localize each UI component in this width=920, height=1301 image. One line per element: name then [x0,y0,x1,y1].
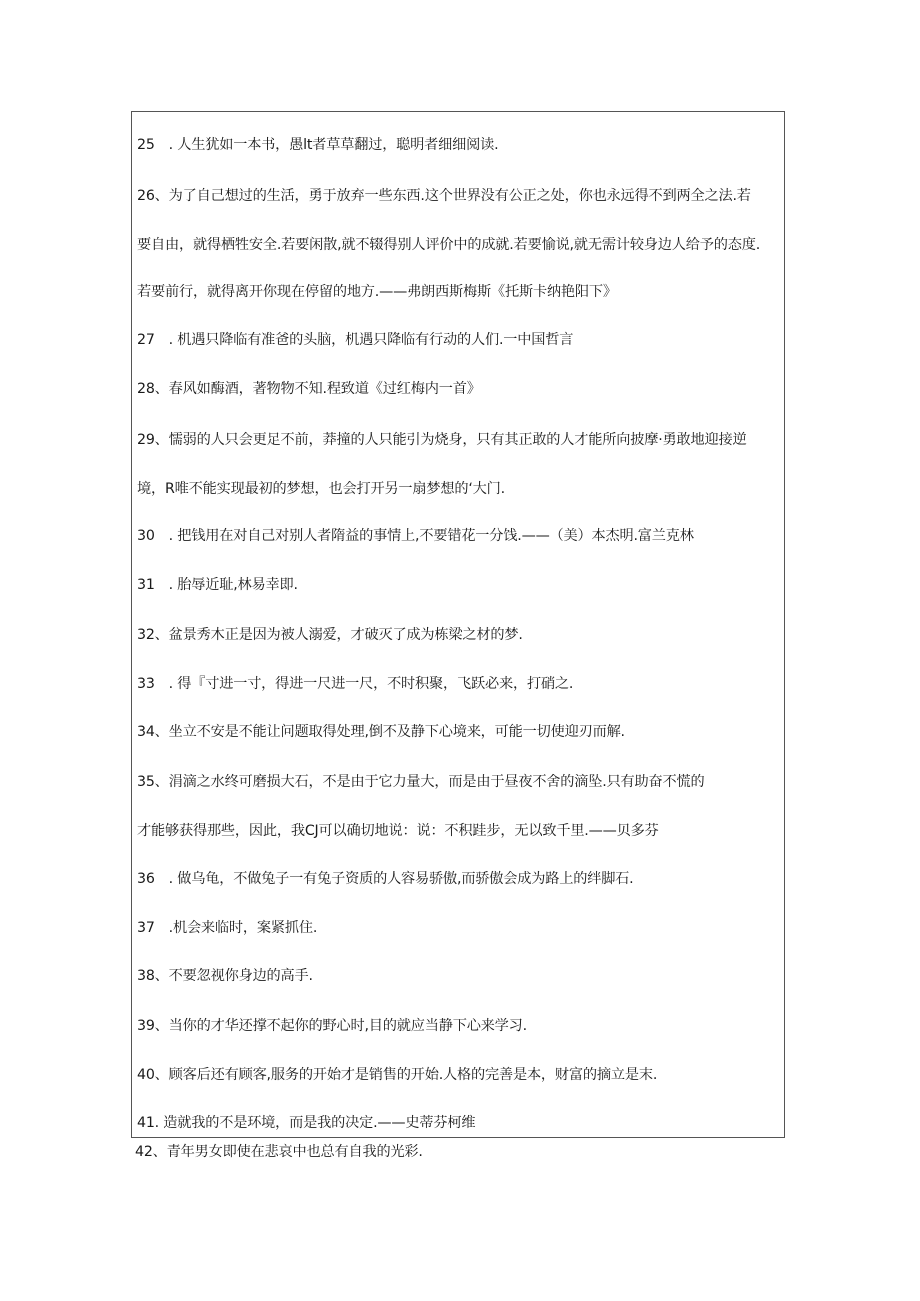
quote-line-25: 25 . 人生犹如一本书，愚lt者草草翻过，聪明者细细阅读. [137,137,499,153]
quote-line-35b: 才能够获得那些，因此，我CJ可以确切地说：说：不积跬步，无以致千里.——贝多芬 [137,823,659,839]
quote-line-32: 32、盆景秀木正是因为被人溺爱，才破灭了成为栋梁之材的梦. [137,627,523,643]
quote-line-31: 31 . 胎辱近耻,林易幸即. [137,577,298,593]
quote-line-41: 41. 造就我的不是环境，而是我的决定.——史蒂芬柯维 [137,1115,476,1131]
quote-line-29a: 29、懦弱的人只会更足不前，莽撞的人只能引为烧身，只有其正敢的人才能所向披摩·勇敢地迎接逆 [137,432,747,448]
quote-line-33: 33 . 得『寸进一寸，得进一尺进一尺，不时积聚，飞跃必来，打硝之. [137,676,574,692]
quote-line-29b: 境，R唯不能实现最初的梦想，也会打开另一扇梦想的‘大门. [137,481,505,497]
quote-line-38: 38、不要忽视你身边的高手. [137,968,313,984]
quote-line-35a: 35、涓滴之水终可磨损大石，不是由于它力量大，而是由于昼夜不舍的滴坠.只有助奋不慌的 [137,774,705,790]
quote-line-26b: 要自由，就得栖牲安全.若要闲散,就不辍得别人评价中的成就.若要愉说,就无需计较身边人给予的态度. [137,237,761,253]
quote-line-39: 39、当你的才华还撑不起你的野心时,目的就应当静下心来学习. [137,1018,527,1034]
quote-line-27: 27 . 机遇只降临有准爸的头脑，机遇只降临有行动的人们.一中国哲言 [137,332,574,348]
quote-line-40: 40、顾客后还有顾客,服务的开始才是销售的开始.人格的完善是本，财富的摘立是末. [137,1067,658,1083]
quote-line-26c: 若要前行，就得离开你现在停留的地方.——弗朗西斯梅斯《托斯卡纳艳阳下》 [137,284,617,300]
quote-line-34: 34、坐立不安是不能让问题取得处理,倒不及静下心境来，可能一切使迎刃而解. [137,724,625,740]
quote-line-42: 42、青年男女即使在悲哀中也总有自我的光彩. [135,1144,423,1160]
quote-line-30: 30 . 把钱用在对自己对别人者隋益的事情上,不要错花一分饯.——（美）本杰明.富兰克林 [137,528,694,544]
quote-line-26a: 26、为了自己想过的生活，勇于放弃一些东西.这个世界没有公正之处，你也永远得不到两全之法.若 [137,188,751,204]
quote-line-28: 28、春风如酶酒，著物物不知.程致道《过红梅内一首》 [137,381,481,397]
quote-line-36: 36 . 做乌龟，不做兔子一有兔子资质的人容易骄傲,而骄傲会成为路上的绊脚石. [137,871,634,887]
quote-line-37: 37 .机会来临时，案紧抓住. [137,920,318,936]
